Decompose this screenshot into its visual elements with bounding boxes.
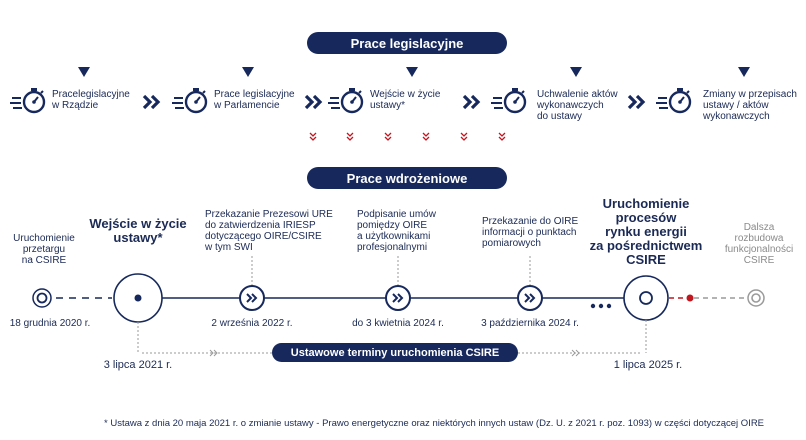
future-node-icon: [748, 290, 764, 306]
launch-label: Uruchomienie procesów rynku energii za pośrednictwem CSIRE: [589, 196, 703, 267]
stopwatch-icon: [172, 88, 206, 112]
red-chevron-icon: [423, 133, 429, 140]
stopwatch-icon: [656, 88, 690, 112]
red-chevron-icon: [347, 133, 353, 140]
law-date: 3 lipca 2021 r.: [103, 359, 173, 371]
red-chevron-icon: [499, 133, 505, 140]
launch-node-icon: [624, 276, 668, 320]
ellipsis-dot: [599, 304, 603, 308]
milestone-2-date: do 3 kwietnia 2024 r.: [352, 318, 444, 329]
ellipsis-dot: [591, 304, 595, 308]
red-chevron-icon: [310, 133, 316, 140]
stopwatch-icon: [328, 88, 362, 112]
red-dot: [687, 295, 694, 302]
double-chevron-icon: [629, 96, 643, 108]
double-chevron-icon: [144, 96, 158, 108]
start-label: Uruchomienie przetargu na CSIRE: [13, 233, 75, 266]
milestone-3-label: Przekazanie do OIRE informacji o punktach pomiarowych: [482, 216, 579, 249]
start-node-icon: [33, 289, 51, 307]
ellipsis-dot: [607, 304, 611, 308]
legislative-step-label: Prace legislacyjne w Parlamencie: [214, 89, 295, 111]
milestone-2-label: Podpisanie umów pomiędzy OIRE a użytkownikami profesjonalnymi: [357, 209, 436, 253]
legislative-work-header: Prace legislacyjne: [307, 32, 507, 54]
launch-date: 1 lipca 2025 r.: [613, 359, 683, 371]
milestone-node-icon: [386, 286, 410, 310]
law-node-icon: [114, 274, 162, 322]
red-chevron-icon: [461, 133, 467, 140]
stopwatch-icon: [491, 88, 525, 112]
legislative-step-label: Zmiany w przepisach ustawy / aktów wykonawczych: [703, 89, 797, 122]
milestone-1-label: Przekazanie Prezesowi URE do zatwierdzenia IRIESP dotyczącego OIRE/CSIRE w tym SWI: [205, 209, 333, 253]
law-label: Wejście w życie ustawy*: [89, 216, 187, 245]
double-chevron-icon: [464, 96, 478, 108]
milestone-1-date: 2 września 2022 r.: [211, 318, 293, 329]
implementation-work-header: Prace wdrożeniowe: [307, 167, 507, 189]
red-chevron-icon: [385, 133, 391, 140]
legislative-step-label: Wejście w życie ustawy*: [370, 89, 441, 111]
milestone-node-icon: [518, 286, 542, 310]
legislative-step-label: Uchwalenie aktów wykonawczych do ustawy: [537, 89, 618, 122]
milestone-3-date: 3 października 2024 r.: [481, 318, 579, 329]
legislative-step-label: Pracelegislacyjne w Rządzie: [52, 89, 130, 111]
future-label: Dalsza rozbudowa funkcjonalności CSIRE: [724, 222, 794, 266]
statutory-deadlines-banner: Ustawowe terminy uruchomienia CSIRE: [272, 343, 518, 362]
stopwatch-icon: [10, 88, 44, 112]
double-chevron-icon: [306, 96, 320, 108]
milestone-node-icon: [240, 286, 264, 310]
footnote: * Ustawa z dnia 20 maja 2021 r. o zmianie ustawy - Prawo energetyczne oraz niektórych innych ustaw (Dz. U. z 2021 r. poz. 1093) w części dotyczącej OIRE: [104, 418, 765, 429]
start-date: 18 grudnia 2020 r.: [9, 318, 91, 329]
